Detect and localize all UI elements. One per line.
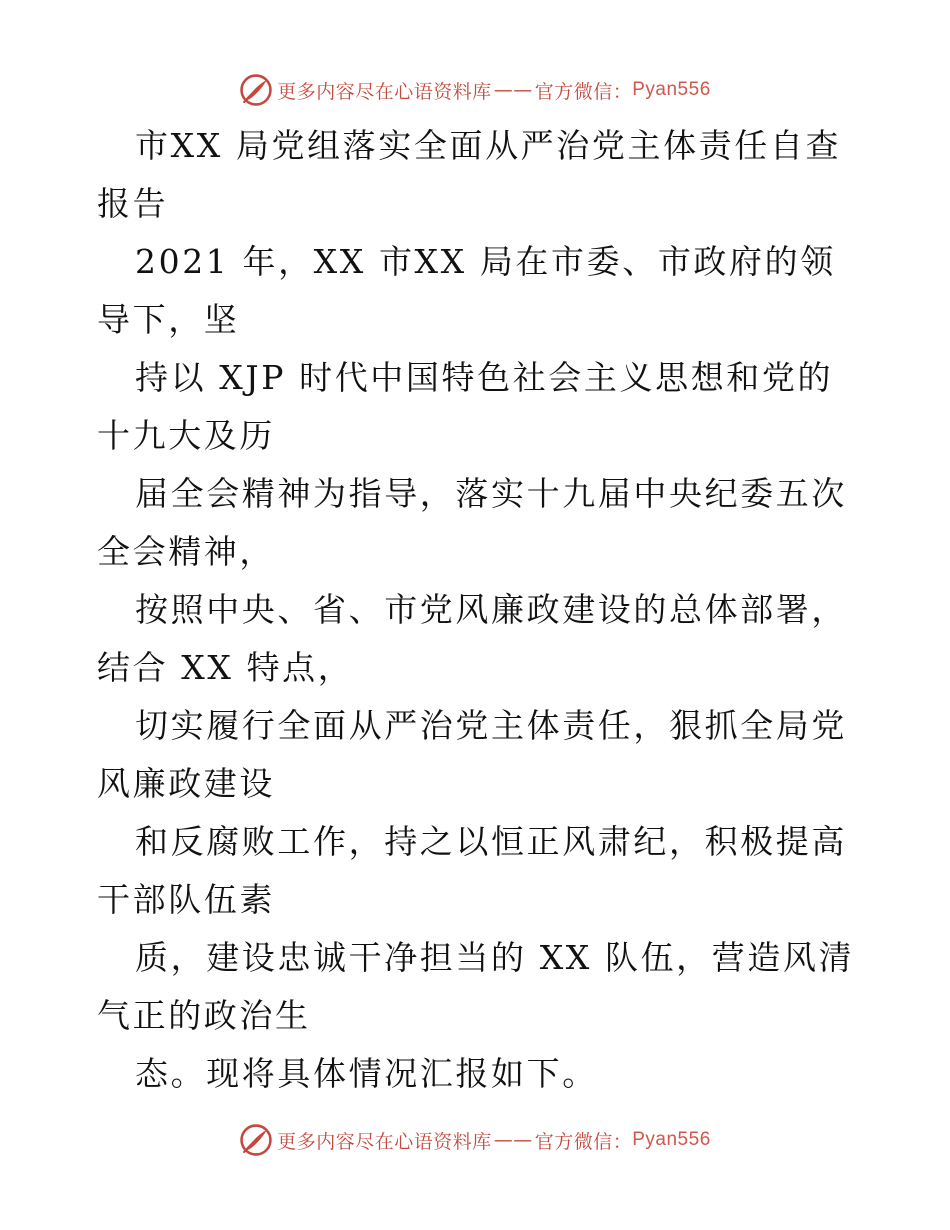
banner-separator: —— — [493, 1129, 533, 1151]
document-paragraph-line: 2021 年，XX 市XX 局在市委、市政府的领导下，坚 — [97, 242, 836, 339]
banner-site-text: 更多内容尽在心语资料库 — [277, 80, 492, 103]
document-paragraph-line: 按照中央、省、市党风廉政建设的总体部署，结合 XX 特点， — [97, 590, 847, 687]
document-paragraph-line: 持以 XJP 时代中国特色社会主义思想和党的十九大及历 — [97, 358, 834, 455]
banner-wechat-label: 官方微信： — [534, 1130, 633, 1153]
banner-wechat-id: Pyan556 — [632, 79, 711, 100]
header-banner — [0, 70, 950, 110]
document-title: 市XX 局党组落实全面从严治党主体责任自查报告 — [97, 126, 842, 223]
quill-pen-logo-icon — [239, 73, 273, 107]
document-paragraph-line: 态。现将具体情况汇报如下。 — [135, 1054, 598, 1093]
footer-banner — [0, 1120, 950, 1160]
document-body — [97, 117, 867, 1103]
document-paragraph-line: 和反腐败工作，持之以恒正风肃纪，积极提高干部队伍素 — [97, 822, 847, 919]
document-paragraph-line: 切实履行全面从严治党主体责任，狠抓全局党风廉政建设 — [97, 706, 847, 803]
banner-site-text: 更多内容尽在心语资料库 — [277, 1130, 492, 1153]
quill-pen-logo-icon — [239, 1123, 273, 1157]
document-paragraph-line: 质，建设忠诚干净担当的 XX 队伍，营造风清气正的政治生 — [97, 938, 855, 1035]
document-paragraph-line: 届全会精神为指导，落实十九届中央纪委五次全会精神， — [97, 474, 847, 571]
banner-separator: —— — [493, 79, 533, 101]
banner-wechat-id: Pyan556 — [632, 1129, 711, 1150]
banner-wechat-label: 官方微信： — [534, 80, 633, 103]
